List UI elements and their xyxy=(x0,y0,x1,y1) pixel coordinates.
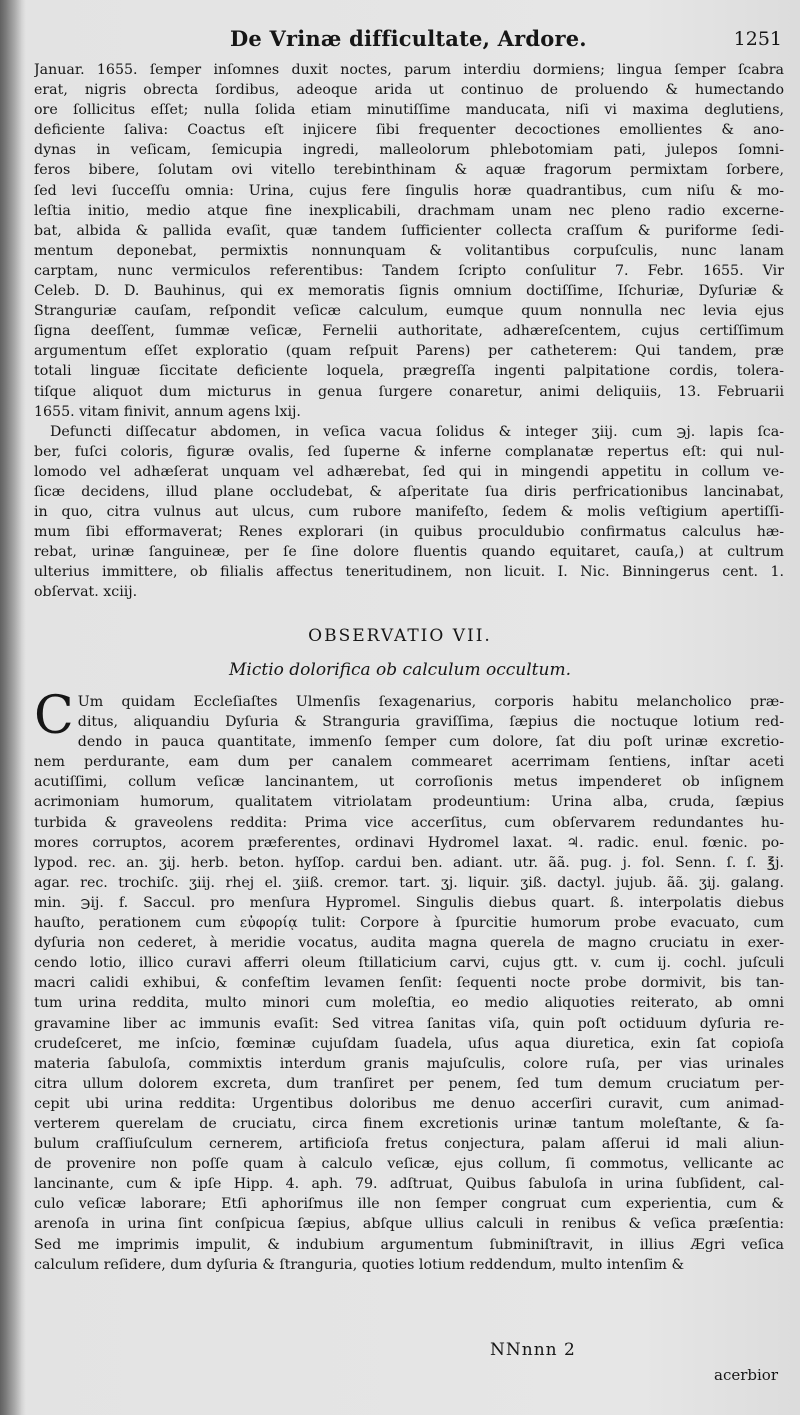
text-line: citra ullum dolorem excreta, dum tranſiret per penem, ſed tum demum cruciatum per- xyxy=(34,1075,784,1092)
text-block-upper xyxy=(34,60,784,603)
text-line: agar. rec. trochiſc. ʒiij. rhej el. ʒiiß. cremor. tart. ʒj. liquir. ʒiß. dactyl. jujub. ãã. ʒij. galang. xyxy=(34,874,784,891)
text-line: ditus, aliquandiu Dyſuria & Stranguria graviſſima, ſæpius die noctuque lotium red- xyxy=(77,714,784,731)
text-line: macri calidi exhibui, & confeſtim levamen ſenſit: ſequenti nocte probe dormivit, bis tan- xyxy=(34,975,784,992)
signature-mark: NNnnn 2 xyxy=(490,1340,576,1360)
text-line: obſervat. xciij. xyxy=(34,584,138,601)
text-line: cepit ubi urina reddita: Urgentibus doloribus me denuo accerſiri curavit, cum animad- xyxy=(34,1095,784,1112)
observation-subheading: Mictio dolorifica ob calculum occultum. xyxy=(229,660,571,680)
paragraph-3 xyxy=(34,686,784,1275)
text-line: nem perdurante, eam dum per canalem commearet acerrimam ſentiens, inſtar aceti xyxy=(34,754,784,771)
observation-heading: OBSERVATIO VII. xyxy=(308,626,492,646)
text-line: culo veſicæ laborare; Etſi aphoriſmus ille non ſemper congruat cum experientia, cum & xyxy=(34,1196,784,1213)
text-line: de provenire non poſſe quam à calculo veſicæ, ejus collum, ſi commotus, vellicante ac xyxy=(34,1156,784,1173)
text-line: hauſto, perationem cum εὐφορίᾳ tulit: Corpore à ſpurcitie humorum probe evacuato, cum xyxy=(34,915,784,932)
text-line: totali linguæ ſiccitate deficiente loquela, prægreſſa ingenti palpitatione cordis, tolera- xyxy=(34,363,784,380)
text-line: ſicæ decidens, illud plane occludebat, & aſperitate ſua diris perfricationibus lancinabat, xyxy=(34,483,784,500)
text-line: Januar. 1655. ſemper inſomnes duxit noctes, parum interdiu dormiens; lingua ſemper ſcabra xyxy=(34,62,784,78)
text-line: ſed levi ſucceſſu omnia: Urina, cujus fere ſingulis horæ quadrantibus, cum niſu & mo- xyxy=(34,182,784,199)
page-number: 1251 xyxy=(733,28,782,50)
text-line: Defuncti diſſecatur abdomen, in veſica vacua ſolidus & integer ʒiij. cum ℈j. lapis ſca- xyxy=(50,423,784,440)
text-line: mores corruptos, acorem præferentes, ordinavi Hydromel laxat. ♃. radic. enul. fœnic. po- xyxy=(34,834,784,851)
text-line: carptam, nunc vermiculos referentibus: Tandem ſcripto conſulitur 7. Febr. 1655. Vir xyxy=(34,262,784,279)
gutter-shadow xyxy=(0,0,26,1415)
page-header xyxy=(0,24,800,56)
text-line: calculum reſidere, dum dyſuria & ſtranguria, quoties lotium reddendum, multo intenſim & xyxy=(34,1256,685,1273)
text-line: dendo in pauca quantitate, immenſo ſemper cum dolore, ſat diu poſt urinæ excretio- xyxy=(77,734,784,751)
text-line: lancinante, cum & ipſe Hipp. 4. aph. 79. adſtruat, Quibus ſabuloſa in urina ſubſident, cal- xyxy=(34,1176,784,1193)
text-line: feros bibere, ſolutam ovi vitello terebinthinam & aquæ fragorum permixtam ſorbere, xyxy=(34,162,784,179)
text-line: leſtia initio, medio atque fine inexplicabili, drachmam unam nec pleno radio excerne- xyxy=(34,202,784,219)
text-line: bat, albida & pallida evaſit, quæ tandem ſufficienter collecta craſſum & puriforme ſedi- xyxy=(34,222,784,239)
text-line: rebat, urinæ ſanguineæ, per ſe ſine dolore fluentis quando equitaret, cauſa,) at cultrum xyxy=(34,544,784,561)
text-line: in quo, citra vulnus aut ulcus, cum rubore manifeſto, ſedem & molis veſtigium apertiſſi- xyxy=(34,504,784,521)
text-line: deficiente ſaliva: Coactus eſt injicere ſibi frequenter decoctiones emollientes & ano- xyxy=(34,122,784,139)
text-line: acutiſſimi, collum veſicæ lancinantem, ut corroſionis metus impenderet ob inſignem xyxy=(34,774,784,791)
catchword: acerbior xyxy=(714,1366,778,1384)
text-line: materia ſabuloſa, commixtis interdum granis majuſculis, colore ruſa, per vias urinales xyxy=(34,1055,784,1072)
text-line: gravamine liber ac immunis evaſit: Sed vitrea ſanitas viſa, quin poſt octiduum dyſuria re- xyxy=(34,1015,784,1032)
text-line: mentum deponebat, permixtis nonnunquam & volitantibus corpuſculis, nunc lanam xyxy=(34,242,784,259)
text-line: crudeſceret, me inſcio, fœminæ cujuſdam ſuadela, uſus aqua diuretica, exin ſat copioſa xyxy=(34,1035,784,1052)
text-line: Sed me imprimis impulit, & indubium argumentum ſubminiſtravit, in illius Ægri veſica xyxy=(34,1236,784,1253)
text-line: Um quidam Eccleſiaſtes Ulmenſis ſexagenarius, corporis habitu melancholico præ- xyxy=(77,694,784,710)
text-line: arenoſa in urina ſint conſpicua ſæpius, abſque ullius calculi in renibus & veſica præſentia: xyxy=(34,1216,784,1233)
text-line: tiſque aliquot dum micturus in genua ſurgere conaretur, animi deliquiis, 13. Februarii xyxy=(34,383,784,400)
text-line: argumentum eſſet exploratio (quam reſpuit Parens) per catheterem: Qui tandem, præ xyxy=(34,343,784,360)
text-line: ſigna deeſſent, ſummæ veſicæ, Fernelii authoritate, adhæreſcentem, cujus certiſſimum xyxy=(34,323,784,340)
text-line: cendo lotio, illico curavi afferri oleum ſtillaticium carvi, cujus gtt. v. cum ij. cochl. juſculi xyxy=(34,955,784,972)
text-line: turbida & graveolens reddita: Prima vice accerſitus, cum obſervarem redundantes hu- xyxy=(34,814,784,831)
text-line: mum ſibi efformaverat; Renes explorari (in quibus proculdubio confirmatus calculus hæ- xyxy=(34,524,784,541)
text-line: ulterius immittere, ob filialis affectus teneritudinem, non licuit. I. Nic. Binningerus cent. 1. xyxy=(34,564,784,581)
text-line: bulum craſſiuſculum cernerem, artificioſa fretus conjectura, palam aſſerui id mali aliun- xyxy=(34,1136,784,1153)
text-line: erat, nigris obrecta ſordibus, adeoque arida ut continuo de proluendo & humectando xyxy=(34,82,784,99)
paragraph-2 xyxy=(34,422,784,603)
text-line: ber, fuſci coloris, figuræ ovalis, ſed ſuperne & inferne complanatæ repertus eſt: qui nul- xyxy=(34,443,784,460)
text-line: tum urina reddita, multo minori cum moleſtia, eo medio aliquoties reiterato, ab omni xyxy=(34,995,784,1012)
text-line: verterem querelam de cruciatu, circa finem excretionis urinæ tantum moleſtante, & ſa- xyxy=(34,1115,784,1132)
text-line: min. ℈ij. f. Saccul. pro menſura Hypromel. Singulis diebus quart. ß. interpolatis diebus xyxy=(34,894,784,911)
text-block-lower xyxy=(34,686,784,1275)
text-line: Celeb. D. D. Bauhinus, qui ex memoratis ſignis omnium doctiſſime, Iſchuriæ, Dyſuriæ & xyxy=(34,283,784,300)
drop-capital: C xyxy=(34,686,74,746)
text-line: dynas in veſicam, ſemicupia ingredi, malleolorum phlebotomiam pati, julepos ſomni- xyxy=(34,142,784,159)
text-line: lypod. rec. an. ʒij. herb. beton. hyſſop. cardui ben. adiant. utr. ãã. pug. j. fol. Senn. ſ. ſ. ℥j. xyxy=(34,854,784,871)
text-line: ore ſollicitus eſſet; nulla ſolida etiam minutiſſime manducata, niſi vi maxima deglutiens, xyxy=(34,102,784,119)
text-line: dyſuria non cederet, à meridie vocatus, audita magna querela de magno cruciatu in exer- xyxy=(34,935,784,952)
text-line: Stranguriæ cauſam, reſpondit veſicæ calculum, eumque quum nonnulla nec levia ejus xyxy=(34,303,784,320)
paragraph-1 xyxy=(34,60,784,422)
text-line: acrimoniam humorum, qualitatem vitriolatam prodeuntium: Urina alba, cruda, ſæpius xyxy=(34,794,784,811)
text-line: 1655. vitam finivit, annum agens lxij. xyxy=(34,403,301,420)
running-title: De Vrinæ difficultate, Ardore. xyxy=(230,26,587,51)
text-line: lomodo vel adhæſerat unquam vel adhærebat, ſed qui in mingendi appetitu in collum ve- xyxy=(34,463,784,480)
